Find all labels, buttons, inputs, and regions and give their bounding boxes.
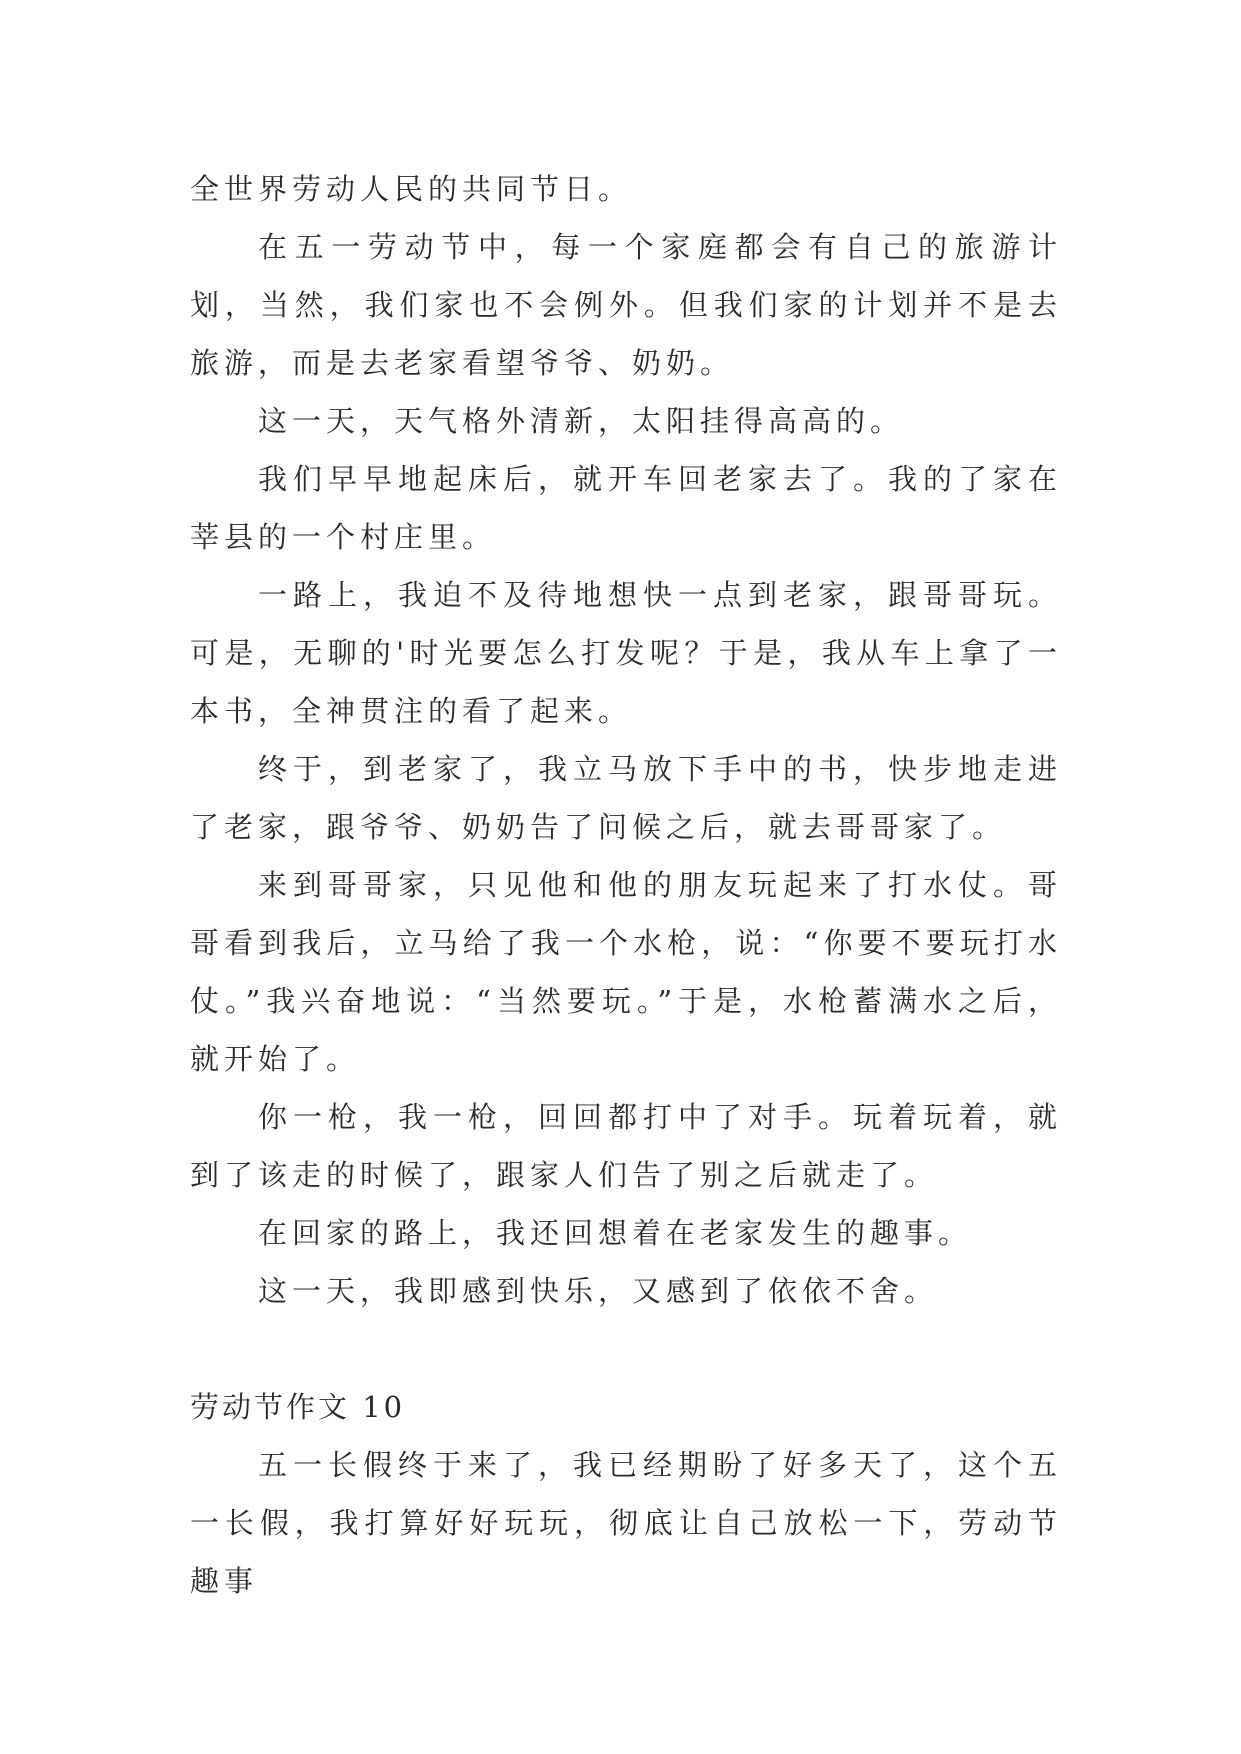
paragraph: 来到哥哥家，只见他和他的朋友玩起来了打水仗。哥哥看到我后，立马给了我一个水枪，说：“你要不要玩打水仗。”我兴奋地说：“当然要玩。”于是，水枪蓄满水之后，就开始了。 [190, 868, 1062, 1076]
section-title: 劳动节作文 10 [190, 1390, 406, 1424]
paragraph: 终于，到老家了，我立马放下手中的书，快步地走进了老家，跟爷爷、奶奶告了问候之后，就去哥哥家了。 [190, 752, 1062, 844]
paragraph: 这一天，天气格外清新，太阳挂得高高的。 [258, 404, 905, 438]
paragraph: 一路上，我迫不及待地想快一点到老家，跟哥哥玩。可是，无聊的'时光要怎么打发呢？于是，我从车上拿了一本书，全神贯注的看了起来。 [190, 578, 1062, 728]
paragraph-continued: 全世界劳动人民的共同节日。 [190, 172, 633, 206]
paragraph: 五一长假终于来了，我已经期盼了好多天了，这个五一长假，我打算好好玩玩，彻底让自己放松一下，劳动节趣事 [190, 1448, 1062, 1598]
paragraph: 我们早早地起床后，就开车回老家去了。我的了家在莘县的一个村庄里。 [190, 462, 1062, 554]
paragraph: 你一枪，我一枪，回回都打中了对手。玩着玩着，就到了该走的时候了，跟家人们告了别之后就走了。 [190, 1100, 1062, 1192]
document-body [190, 160, 1062, 1610]
paragraph: 在五一劳动节中，每一个家庭都会有自己的旅游计划，当然，我们家也不会例外。但我们家的计划并不是去旅游，而是去老家看望爷爷、奶奶。 [190, 230, 1062, 380]
paragraph: 在回家的路上，我还回想着在老家发生的趣事。 [258, 1216, 973, 1250]
paragraph: 这一天，我即感到快乐，又感到了依依不舍。 [258, 1274, 939, 1308]
